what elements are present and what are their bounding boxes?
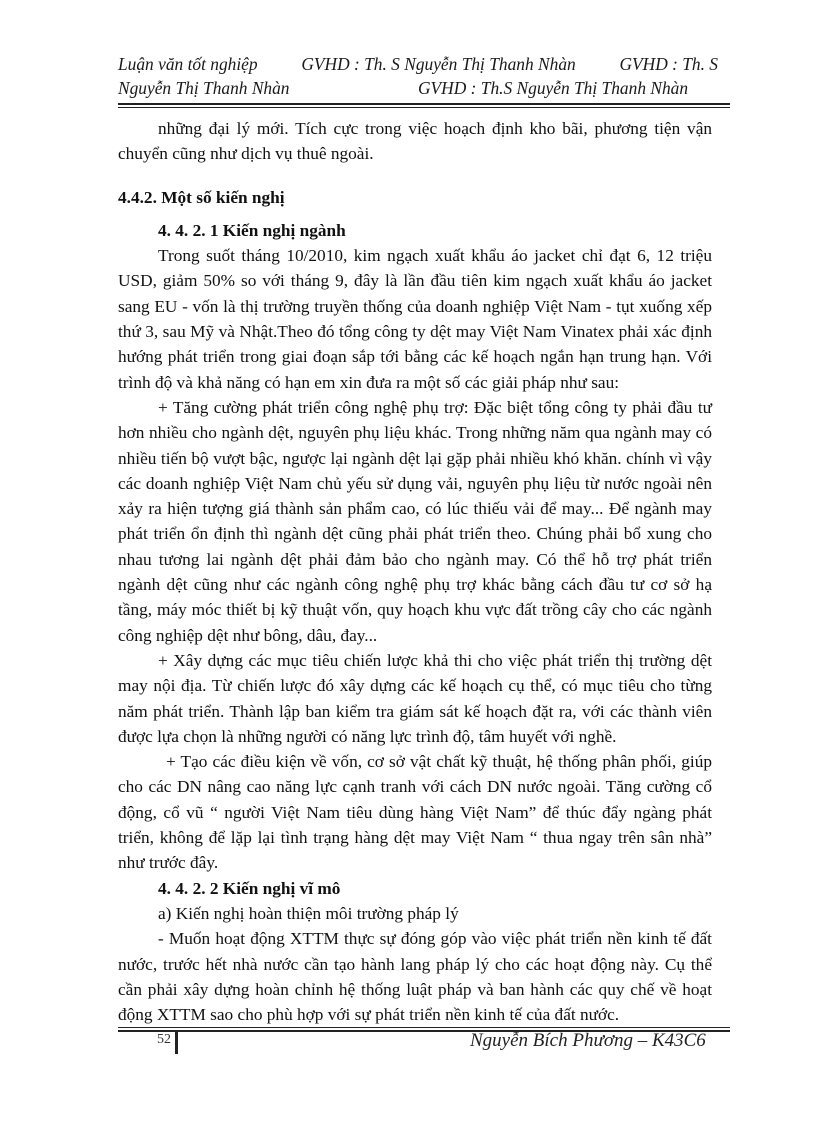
footer-rule (118, 1027, 730, 1028)
header-rule (118, 103, 730, 105)
header-advisor-1: GVHD : Th. S Nguyễn Thị Thanh Nhàn (301, 54, 576, 74)
paragraph-1: Trong suốt tháng 10/2010, kim ngạch xuất khẩu áo jacket chỉ đạt 6, 12 triệu USD, giảm 50% so với tháng 9, đây là lần đầu tiên kim ngạch xuất khẩu áo jacket sang EU - vốn là thị trường truyền thống của doanh nghiệp Việt Nam - tụt xuống xếp thứ 3, sau Mỹ và Nhật.Theo đó tổng công ty dệt may Việt Nam Vinatex phải xác định hướng phát triển trong giai đoạn sắp tới bằng các kế hoạch ngắn hạn trung hạn. Với trình độ và khả năng có hạn em xin đưa ra một số các giải pháp như sau: (118, 246, 712, 392)
footer-author: Nguyễn Bích Phương – K43C6 (470, 1030, 706, 1051)
header-advisor-3: GVHD : Th.S Nguyễn Thị Thanh Nhàn (418, 78, 689, 98)
intro-paragraph: những đại lý mới. Tích cực trong việc hoạch định kho bãi, phương tiện vận chuyển cũng như dịch vụ thuê ngoài. (118, 119, 712, 164)
header-advisor-name: Nguyễn Thị Thanh Nhàn (118, 78, 290, 98)
paragraph-4: + Tạo các điều kiện về vốn, cơ sở vật chất kỹ thuật, hệ thống phân phối, giúp cho các DN nâng cao năng lực cạnh tranh với cách DN nước ngoài. Tăng cường cổ động, cổ vũ “ người Việt Nam tiêu dùng hàng Việt Nam” để thúc đẩy ngàng phát triển, không để lặp lại tình trạng hàng dệt may Việt Nam “ thua ngay trên sân nhà” như trước đây. (118, 752, 712, 873)
page-number: 52 (157, 1032, 171, 1047)
sub-heading-a: a) Kiến nghị hoàn thiện môi trường pháp lý (158, 903, 459, 923)
paragraph-5: - Muốn hoạt động XTTM thực sự đóng góp vào việc phát triển nền kinh tế đất nước, trước hết nhà nước cần tạo hành lang pháp lý cho các hoạt động này. Cụ thể cần phải xây dựng hoàn chỉnh hệ thống luật pháp và ban hành các quy chế về hoạt động XTTM sao cho phù hợp với sự phát triển nền kinh tế của đất nước. (118, 929, 712, 1025)
document-body (118, 116, 712, 1027)
paragraph-3: + Xây dựng các mục tiêu chiến lược khả thi cho việc phát triển thị trường dệt may nội địa. Từ chiến lược đó xây dựng các kế hoạch cụ thể, có mục tiêu cho từng năm phát triển. Thành lập ban kiểm tra giám sát kế hoạch đặt ra, với các thành viên được lựa chọn là những người có năng lực trình độ, tâm huyết với nghề. (118, 650, 712, 746)
page-number-bar (175, 1032, 178, 1054)
subsection-heading-4422: 4. 4. 2. 2 Kiến nghị vĩ mô (158, 878, 341, 898)
header-advisor-2: GVHD : Th. S (619, 54, 718, 74)
subsection-heading-4421: 4. 4. 2. 1 Kiến nghị ngành (158, 220, 346, 240)
running-header (118, 52, 718, 100)
paragraph-2: + Tăng cường phát triển công nghệ phụ trợ: Đặc biệt tổng công ty phải đầu tư hơn nhiều cho ngành dệt, nguyên phụ liệu khác. Trong những năm qua ngành may có nhiều tiến bộ vượt bậc, ngược lại ngành dệt lại gặp phải nhiều khó khăn. chính vì vậy các doanh nghiệp Việt Nam chủ yếu sử dụng vải, nguyên phụ liệu từ nước ngoài nên xảy ra hiện tượng giá thành sản phẩm cao, có lúc thiếu vải để may... Để ngành may phát triển ổn định thì ngành dệt cũng phải phát triển theo. Chúng phải bổ xung cho nhau tương lai ngành dệt phải đảm bảo cho ngành may. Có thể hỗ trợ phát triển ngành dệt cũng như các ngành công nghệ phụ trợ khác bằng cách đầu tư cơ sở hạ tầng, máy móc thiết bị kỹ thuật vốn, quy hoạch khu vực đất trồng cây cho các ngành công nghiệp dệt như bông, dâu, đay... (118, 397, 712, 645)
section-heading-442: 4.4.2. Một số kiến nghị (118, 187, 285, 207)
header-thesis-label: Luận văn tốt nghiệp (118, 54, 258, 74)
header-rule-thin (118, 107, 730, 108)
